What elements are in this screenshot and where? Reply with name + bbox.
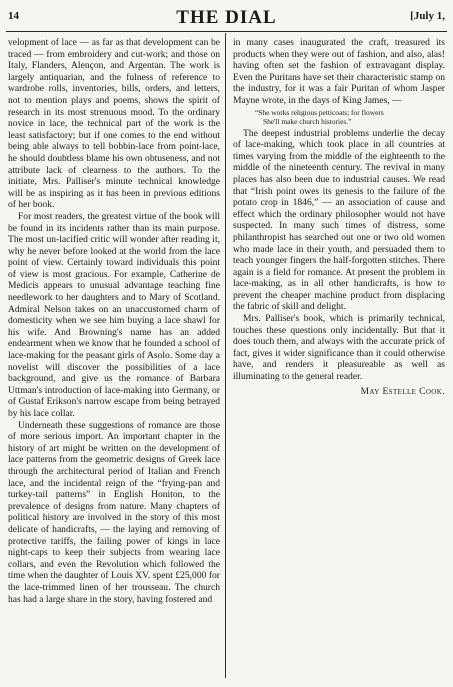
paragraph: For most readers, the greatest virtue of the book will be found in its incidents rather than its main purpose. The most un-lacified critic will wonder after reading it, why he never before looked at the world from the lace point of view. Certainly toward individuals this point of view is most gracious. For example, Catherine de Medicis appears to unusual advantage teaching fine needlework to her daughters and to Mary of Scotland. Admiral Nelson takes on an unaccustomed charm of domesticity when we see him buying a lace shawl for his wife. And Browning's name has an added endearment when we know that he founded a school of lace-making for the peasant girls of Asolo. Some day a novelist will discover the possibilities of a lace background, and give us the romance of Barbara Uttman's introduction of lace-making into Germany, or of Gustaf Erikson's narrow escape from being betrayed by his lace collar. [8,210,220,419]
right-column [233,37,445,398]
journal-title: THE DIAL [176,7,277,28]
issue-date: [July 1, [410,10,445,22]
verse-quote [255,108,445,126]
page-number: 14 [8,10,19,22]
quote-line: She'll make church histories.” [263,116,352,126]
paragraph: in many cases inaugurated the craft, treasured its products when they were out of fashion, and also, alas! having often set the fashion of extravagant display. Even the Puritans have set their characteristic stamp on the industry, for it was a fair Puritan of whom Jasper Mayne wrote, in the days of King James, — [233,37,445,106]
left-column [8,37,220,605]
paragraph: velopment of lace — as far as that development can be traced — from embroidery and cut-work; and those on Italy, Flanders, Alençon, and Argentan. The work is largely antiquarian, and the fulness of reference to wardrobe rolls, inventories, bills, orders, and letters, not to mention plays and poems, shows the spirit of research in its most strenuous mood. To the ordinary novice in lace, the technical part of the work is the least satisfactory; but if one comes to the end without being able always to tell bobbin-lace from point-lace, he should doubtless blame his own obtuseness, and not attribute lack of clearness to the authors. To the initiate, Mrs. Palliser's minute technical knowledge will be as inspiring as it has been in previous editions of her book. [8,37,220,211]
paragraph: Mrs. Palliser's book, which is primarily technical, touches these questions only incidentally. But that it does touch them, and always with the accurate prick of fact, gives it wider significance than it could otherwise have, and renders it pleasureable as well as illuminating to the general reader. [233,313,445,383]
quote-line: “She works religious petticoats; for flowers [255,107,384,117]
running-header [8,7,445,31]
header-rule [6,31,447,32]
author-signature: May Estelle Cook. [360,386,445,397]
paragraph: Underneath these suggestions of romance are those of more serious import. An important chapter in the history of art might be written on the development of lace patterns from the geometric designs of Greek lace through the architectural period of Italian and French lace, and the incidental reign of the “frying-pan and turkey-tail patterns” in English Honiton, to the prevalence of designs from nature. Many chapters of political history are involved in the story of this most delicate of handicrafts, — the laying and removing of protective tariffs, the failing power of kings in lace night-caps to keep their subjects from wearing lace collars, and even the Revolution which followed the time when the daughter of Louis XV. spent £25,000 for the lace-trimmed linen of her trousseau. The church has had a large share in the story, having fostered and [8,419,220,605]
column-divider [225,33,226,678]
paragraph: The deepest industrial problems underlie the decay of lace-making, which took place in all countries at times varying from the middle of the eighteenth to the middle of the nineteenth century. The revival in many places has also been due to industrial causes. We read that “Irish point owes its genesis to the failure of the potato crop in 1846,” — an association of cause and effect which the ordinary philosopher would not have suspected. In many such times of distress, some philanthropist has searched out one or two old women who made lace in their youth, and persuaded them to teach younger fingers the half-forgotten stitches. There again is a field for romance. At present the problem in lace-making, as in all other handicrafts, is how to prevent the cheaper machine product from displacing the fabric of skill and delight. [233,127,445,313]
